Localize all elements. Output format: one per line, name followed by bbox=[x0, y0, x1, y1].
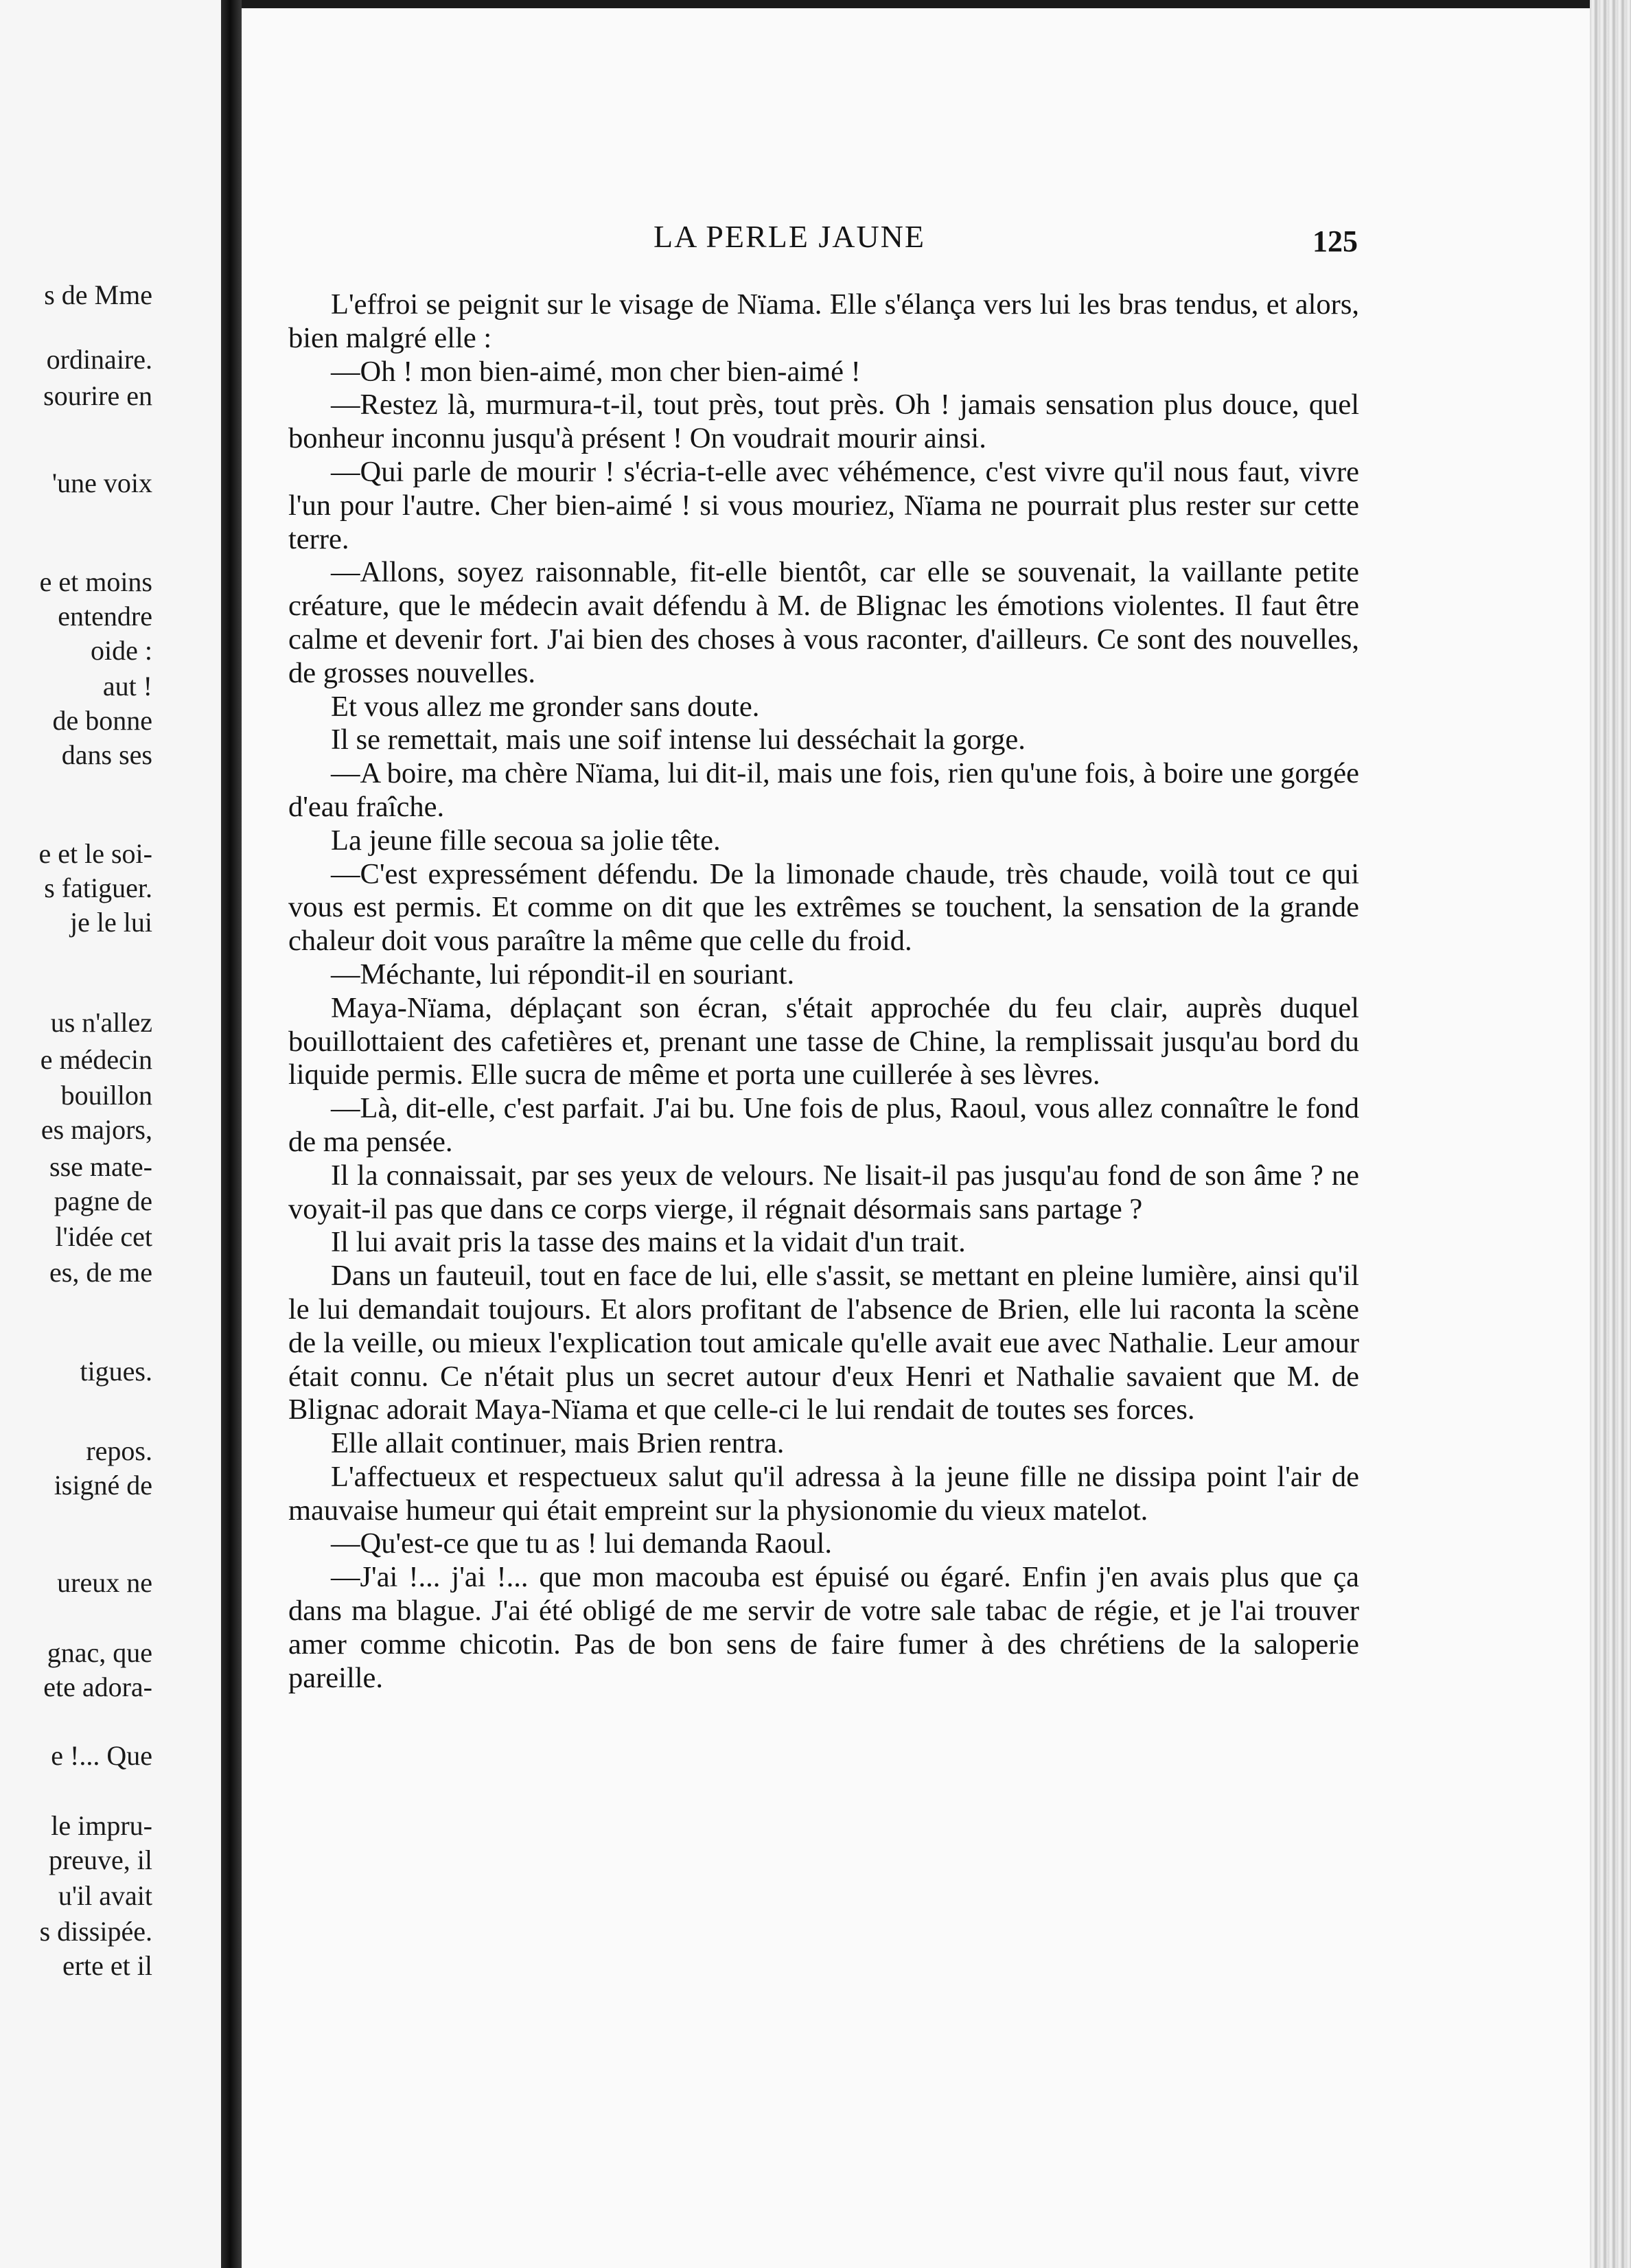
previous-page-line-fragment: bouillon bbox=[60, 1080, 152, 1111]
paragraph: —Méchante, lui répondit-il en souriant. bbox=[331, 958, 795, 991]
book-gutter bbox=[221, 0, 242, 2268]
paragraph: —C'est expressément défendu. De la limonade chaude, très chaude, voilà tout ce qui vous est permis. Et comme on dit que les extrêmes se touchent, la sensation de la grande chaleur doit vous paraître la même que celle du froid. bbox=[288, 857, 1359, 958]
page-stack-edge bbox=[1590, 0, 1631, 2268]
previous-page-line-fragment: oide : bbox=[91, 635, 152, 666]
previous-page-line-fragment: us n'allez bbox=[50, 1007, 152, 1038]
previous-page-line-fragment: ordinaire. bbox=[46, 344, 152, 375]
paragraph: La jeune fille secoua sa jolie tête. bbox=[331, 824, 721, 857]
paragraph: —A boire, ma chère Nïama, lui dit-il, mais une fois, rien qu'une fois, à boire une gorgée d'eau fraîche. bbox=[288, 757, 1359, 823]
previous-page-line-fragment: es majors, bbox=[41, 1114, 152, 1145]
previous-page-line-fragment: e médecin bbox=[40, 1044, 152, 1075]
paragraph: —Oh ! mon bien-aimé, mon cher bien-aimé ! bbox=[331, 355, 861, 388]
paragraph: —J'ai !... j'ai !... que mon macouba est épuisé ou égaré. Enfin j'en avais plus que ça dans ma blague. J'ai été obligé de me servir de votre sale tabac de régie, et je l'ai trouver amer comme chicotin. Pas de bon sens de faire fumer à des chrétiens de la saloperie pareille. bbox=[288, 1561, 1359, 1694]
previous-page-line-fragment: e et moins bbox=[39, 566, 152, 597]
previous-page-line-fragment: pagne de bbox=[54, 1185, 152, 1216]
previous-page-line-fragment: es, de me bbox=[49, 1257, 152, 1288]
previous-page-line-fragment: erte et il bbox=[62, 1950, 152, 1981]
paragraph: Maya-Nïama, déplaçant son écran, s'était approchée du feu clair, auprès duquel bouillottaient des cafetières et, prenant une tasse de Chine, la remplissait jusqu'au bord du liquide permis. Elle sucra de même et porta une cuillerée à ses lèvres. bbox=[288, 991, 1359, 1091]
previous-page-line-fragment: l'idée cet bbox=[55, 1221, 152, 1252]
previous-page-line-fragment: tigues. bbox=[80, 1356, 152, 1387]
paragraph: Elle allait continuer, mais Brien rentra. bbox=[331, 1427, 785, 1460]
paragraph: L'affectueux et respectueux salut qu'il adressa à la jeune fille ne dissipa point l'air de mauvaise humeur qui était empreint sur la physionomie du vieux matelot. bbox=[288, 1460, 1359, 1527]
previous-page-line-fragment: ete adora- bbox=[43, 1671, 152, 1702]
previous-page-line-fragment: repos. bbox=[86, 1435, 152, 1466]
paragraph: —Allons, soyez raisonnable, fit-elle bientôt, car elle se souvenait, la vaillante petite créature, que le médecin avait défendu à M. de Blignac les émotions violentes. Il faut être calme et devenir fort. J'ai bien des choses à vous raconter, d'ailleurs. Ce sont des nouvelles, de grosses nouvelles. bbox=[288, 556, 1359, 689]
previous-page-line-fragment: le impru- bbox=[51, 1810, 152, 1841]
body-text bbox=[288, 288, 1359, 1695]
previous-page-line-fragment: e et le soi- bbox=[38, 838, 152, 869]
previous-page-strip bbox=[0, 0, 221, 2268]
paragraph: Dans un fauteuil, tout en face de lui, elle s'assit, se mettant en pleine lumière, ainsi qu'il le lui demandait toujours. Et alors profitant de l'absence de Brien, elle lui raconta la scène de la veille, ou mieux l'explication tout amicale qu'elle avait eue avec Nathalie. Leur amour était connu. Ce n'était plus un secret autour d'eux Henri et Nathalie savaient que M. de Blignac adorait Maya-Nïama et que celle-ci le lui rendait de toutes ses forces. bbox=[288, 1260, 1359, 1426]
paragraph: —Qui parle de mourir ! s'écria-t-elle avec véhémence, c'est vivre qu'il nous faut, vivre l'un pour l'autre. Cher bien-aimé ! si vous mouriez, Nïama ne pourrait plus rester sur cette terre. bbox=[288, 455, 1359, 555]
previous-page-line-fragment: s dissipée. bbox=[39, 1916, 152, 1947]
previous-page-line-fragment: sourire en bbox=[43, 380, 152, 411]
paragraph: —Restez là, murmura-t-il, tout près, tout près. Oh ! jamais sensation plus douce, quel bonheur inconnu jusqu'à présent ! On voudrait mourir ainsi. bbox=[288, 389, 1359, 455]
previous-page-line-fragment: je le lui bbox=[70, 907, 152, 938]
previous-page-line-fragment: de bonne bbox=[52, 705, 152, 736]
previous-page-line-fragment: gnac, que bbox=[47, 1637, 152, 1668]
previous-page-line-fragment: sse mate- bbox=[49, 1151, 152, 1182]
previous-page-line-fragment: dans ses bbox=[61, 739, 152, 770]
previous-page-line-fragment: s de Mme bbox=[44, 279, 152, 310]
previous-page-line-fragment: 'une voix bbox=[51, 467, 152, 498]
previous-page-line-fragment: isigné de bbox=[54, 1470, 152, 1501]
paragraph: —Là, dit-elle, c'est parfait. J'ai bu. Une fois de plus, Raoul, vous allez connaître le fond de ma pensée. bbox=[288, 1092, 1359, 1158]
previous-page-text-fragments bbox=[0, 0, 221, 2268]
previous-page-line-fragment: s fatiguer. bbox=[44, 872, 152, 903]
previous-page-line-fragment: entendre bbox=[58, 601, 152, 632]
paragraph: Il lui avait pris la tasse des mains et la vidait d'un trait. bbox=[331, 1226, 966, 1259]
paragraph: Il la connaissait, par ses yeux de velours. Ne lisait-il pas jusqu'au fond de son âme ? ne voyait-il pas que dans ce corps vierge, il régnait désormais sans partage ? bbox=[288, 1159, 1359, 1225]
previous-page-line-fragment: u'il avait bbox=[58, 1880, 152, 1911]
paragraph: Il se remettait, mais une soif intense lui desséchait la gorge. bbox=[331, 724, 1026, 756]
previous-page-line-fragment: e !... Que bbox=[51, 1740, 152, 1771]
previous-page-line-fragment: aut ! bbox=[102, 671, 152, 702]
previous-page-line-fragment: preuve, il bbox=[48, 1844, 152, 1875]
paragraph: Et vous allez me gronder sans doute. bbox=[331, 690, 760, 723]
previous-page-line-fragment: ureux ne bbox=[57, 1567, 152, 1598]
page-top-edge bbox=[242, 0, 1631, 8]
paragraph: —Qu'est-ce que tu as ! lui demanda Raoul. bbox=[331, 1527, 832, 1560]
running-title: LA PERLE JAUNE bbox=[653, 219, 925, 254]
paragraph: L'effroi se peignit sur le visage de Nïama. Elle s'élança vers lui les bras tendus, et alors, bien malgré elle : bbox=[288, 288, 1359, 354]
page-number: 125 bbox=[1312, 224, 1358, 258]
